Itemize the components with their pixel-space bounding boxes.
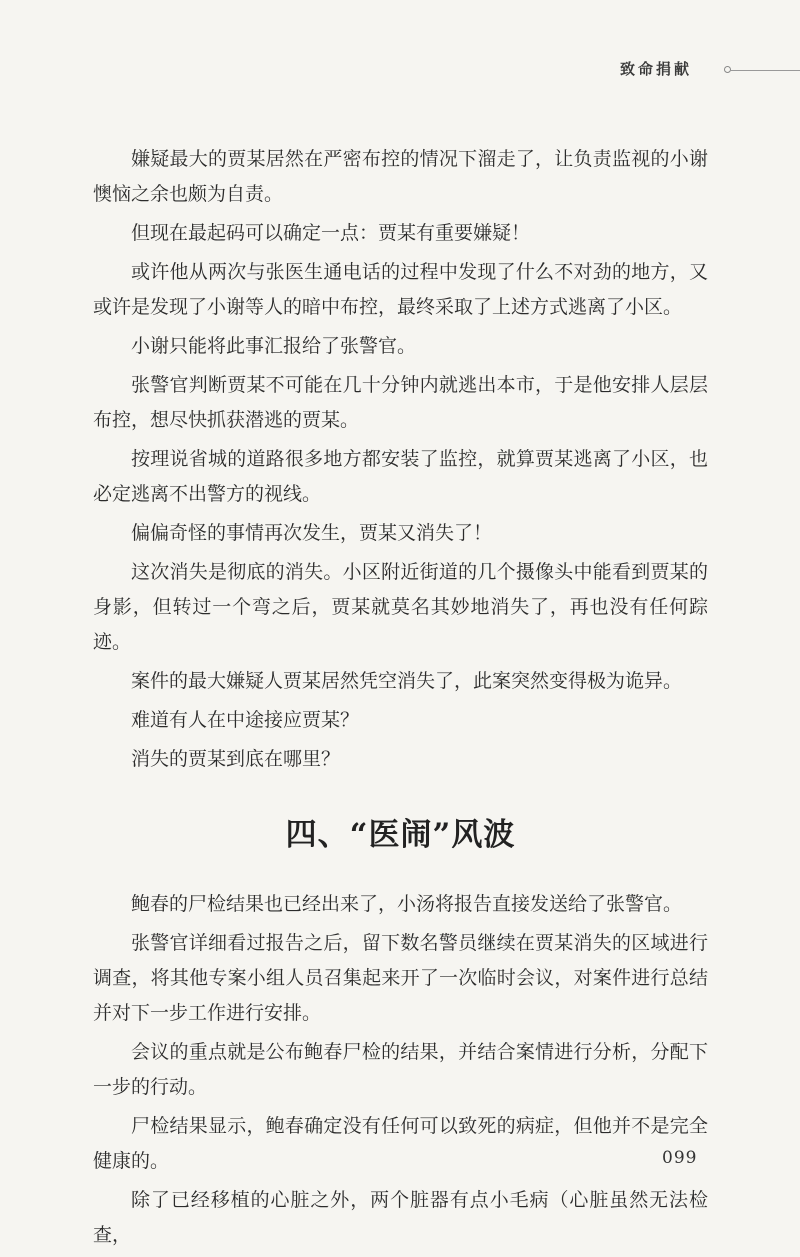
paragraph: 或许他从两次与张医生通电话的过程中发现了什么不对劲的地方，又或许是发现了小谢等人的暗中布控，最终采取了上述方式逃离了小区。 — [93, 261, 708, 318]
paragraph: 偏偏奇怪的事情再次发生，贾某又消失了！ — [131, 522, 493, 544]
paragraph: 这次消失是彻底的消失。小区附近街道的几个摄像头中能看到贾某的身影，但转过一个弯之后，贾某就莫名其妙地消失了，再也没有任何踪迹。 — [93, 561, 708, 653]
page-body — [93, 142, 708, 1257]
running-header-title: 致命捐献 — [620, 60, 693, 78]
paragraph: 鲍春的尸检结果也已经出来了，小汤将报告直接发送给了张警官。 — [131, 893, 683, 915]
paragraph: 按理说省城的道路很多地方都安装了监控，就算贾某逃离了小区，也必定逃离不出警方的视线。 — [93, 448, 708, 505]
paragraph: 张警官详细看过报告之后，留下数名警员继续在贾某消失的区域进行调查，将其他专案小组人员召集起来开了一次临时会议，对案件进行总结并对下一步工作进行安排。 — [93, 932, 708, 1024]
paragraph: 会议的重点就是公布鲍春尸检的结果，并结合案情进行分析，分配下一步的行动。 — [93, 1041, 708, 1098]
paragraph: 消失的贾某到底在哪里？ — [131, 748, 341, 770]
header-divider-line — [730, 70, 800, 71]
paragraph: 但现在最起码可以确定一点：贾某有重要嫌疑！ — [131, 222, 531, 244]
paragraph: 张警官判断贾某不可能在几十分钟内就逃出本市，于是他安排人层层布控，想尽快抓获潜逃的贾某。 — [93, 374, 708, 431]
page-number: 099 — [662, 1148, 698, 1168]
section-heading: 四、“医闹”风波 — [285, 817, 516, 853]
paragraph: 嫌疑最大的贾某居然在严密布控的情况下溜走了，让负责监视的小谢懊恼之余也颇为自责。 — [93, 148, 708, 205]
paragraph: 案件的最大嫌疑人贾某居然凭空消失了，此案突然变得极为诡异。 — [131, 670, 683, 692]
paragraph: 小谢只能将此事汇报给了张警官。 — [131, 335, 417, 357]
paragraph: 除了已经移植的心脏之外，两个脏器有点小毛病（心脏虽然无法检查， — [93, 1189, 708, 1246]
paragraph: 尸检结果显示，鲍春确定没有任何可以致死的病症，但他并不是完全健康的。 — [93, 1115, 708, 1172]
paragraph: 难道有人在中途接应贾某？ — [131, 709, 360, 731]
